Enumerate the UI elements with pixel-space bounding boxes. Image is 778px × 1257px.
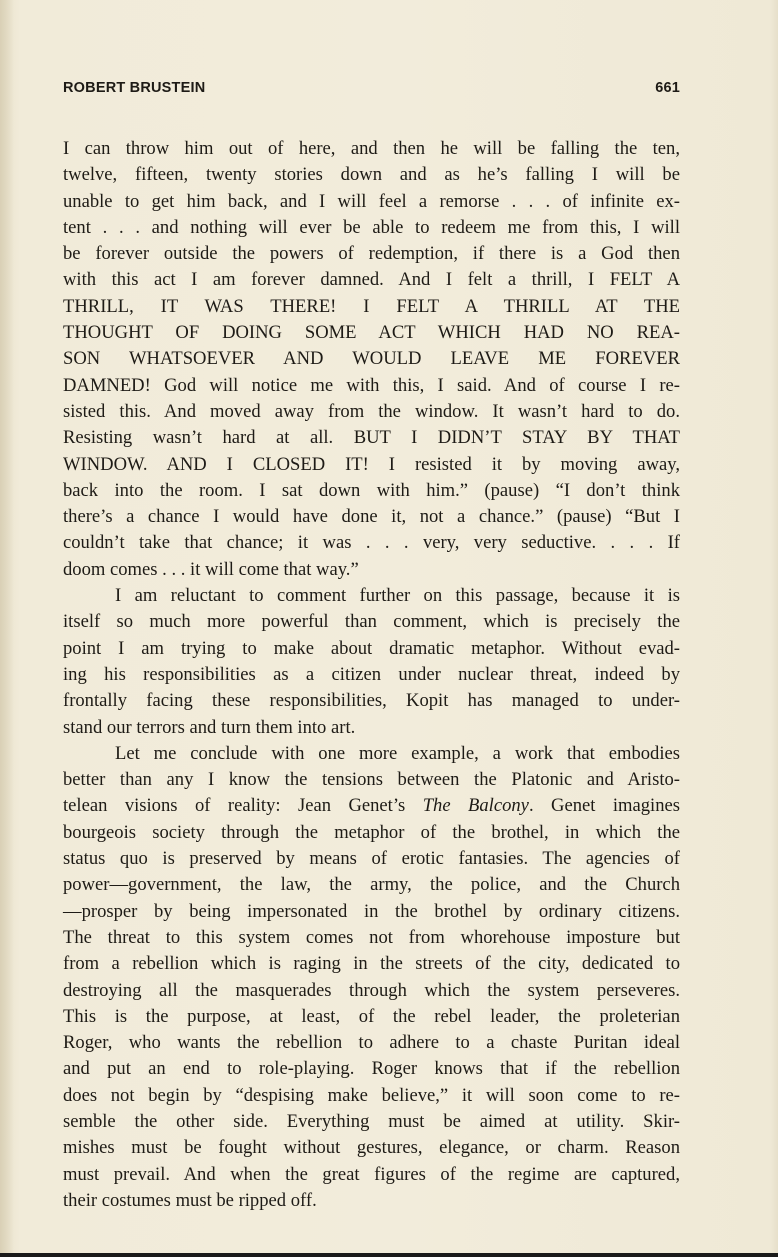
text-line: unable to get him back, and I will feel a remorse . . . of infinite ex- (63, 190, 680, 212)
text-line: status quo is preserved by means of erotic fantasies. The agencies of (63, 848, 680, 870)
text-line: there’s a chance I would have done it, not a chance.” (pause) “But I (63, 506, 680, 528)
text-line: semble the other side. Everything must be aimed at utility. Skir- (63, 1110, 680, 1132)
text-line: itself so much more powerful than comment, which is precisely the (63, 611, 680, 633)
text-line: doom comes . . . it will come that way.” (63, 558, 359, 580)
text-line: I am reluctant to comment further on this passage, because it is (115, 585, 680, 607)
text-line: destroying all the masquerades through which the system perseveres. (63, 979, 680, 1001)
text-line: WINDOW. AND I CLOSED IT! I resisted it by moving away, (63, 453, 680, 475)
text-line: and put an end to role-playing. Roger knows that if the rebellion (63, 1058, 680, 1080)
text-line: I can throw him out of here, and then he will be falling the ten, (63, 138, 680, 159)
text-line: This is the purpose, at least, of the rebel leader, the proleterian (63, 1005, 680, 1027)
text-line: The threat to this system comes not from whorehouse imposture but (63, 926, 680, 948)
text-line: power—government, the law, the army, the police, and the Church (63, 874, 680, 896)
page-number: 661 (655, 80, 680, 96)
text-line: mishes must be fought without gestures, elegance, or charm. Reason (63, 1137, 680, 1159)
text-line: point I am trying to make about dramatic metaphor. Without evad- (63, 637, 680, 659)
text-line: SON WHATSOEVER AND WOULD LEAVE ME FOREVER (63, 348, 680, 370)
running-head-author: ROBERT BRUSTEIN (63, 80, 206, 96)
text-line: twelve, fifteen, twenty stories down and as he’s falling I will be (63, 164, 680, 186)
text-line: Roger, who wants the rebellion to adhere to a chaste Puritan ideal (63, 1032, 680, 1054)
text-line: telean visions of reality: Jean Genet’s The Balcony. Genet imagines (63, 795, 680, 817)
text-line: —prosper by being impersonated in the brothel by ordinary citizens. (63, 900, 680, 922)
running-head (63, 80, 680, 100)
text-line: with this act I am forever damned. And I felt a thrill, I FELT A (63, 269, 680, 291)
text-line: THRILL, IT WAS THERE! I FELT A THRILL AT THE (63, 295, 680, 317)
text-line: be forever outside the powers of redemption, if there is a God then (63, 243, 680, 265)
text-line: sisted this. And moved away from the window. It wasn’t hard to do. (63, 400, 680, 422)
text-line: Let me conclude with one more example, a work that embodies (115, 742, 680, 764)
text-line: their costumes must be ripped off. (63, 1189, 317, 1211)
text-line: back into the room. I sat down with him.” (pause) “I don’t think (63, 479, 680, 501)
text-line: better than any I know the tensions between the Platonic and Aristo- (63, 769, 680, 791)
page-gutter-shadow (0, 0, 14, 1257)
text-line: Resisting wasn’t hard at all. BUT I DIDN’T STAY BY THAT (63, 427, 680, 449)
text-line: does not begin by “despising make believe,” it will soon come to re- (63, 1084, 680, 1106)
text-line: THOUGHT OF DOING SOME ACT WHICH HAD NO REA- (63, 322, 680, 344)
text-line: from a rebellion which is raging in the streets of the city, dedicated to (63, 953, 680, 975)
text-line: stand our terrors and turn them into art. (63, 716, 356, 738)
text-line: tent . . . and nothing will ever be able to redeem me from this, I will (63, 216, 680, 238)
body-text (63, 136, 680, 1214)
text-line: must prevail. And when the great figures of the regime are captured, (63, 1163, 680, 1185)
text-line: couldn’t take that chance; it was . . . very, very seductive. . . . If (63, 532, 680, 554)
page-bottom-edge (0, 1253, 778, 1257)
text-line: ing his responsibilities as a citizen under nuclear threat, indeed by (63, 663, 680, 685)
text-line: bourgeois society through the metaphor of the brothel, in which the (63, 821, 680, 843)
text-line: DAMNED! God will notice me with this, I said. And of course I re- (63, 374, 680, 396)
text-line: frontally facing these responsibilities, Kopit has managed to under- (63, 690, 680, 712)
play-title-italic: The Balcony (422, 795, 529, 817)
